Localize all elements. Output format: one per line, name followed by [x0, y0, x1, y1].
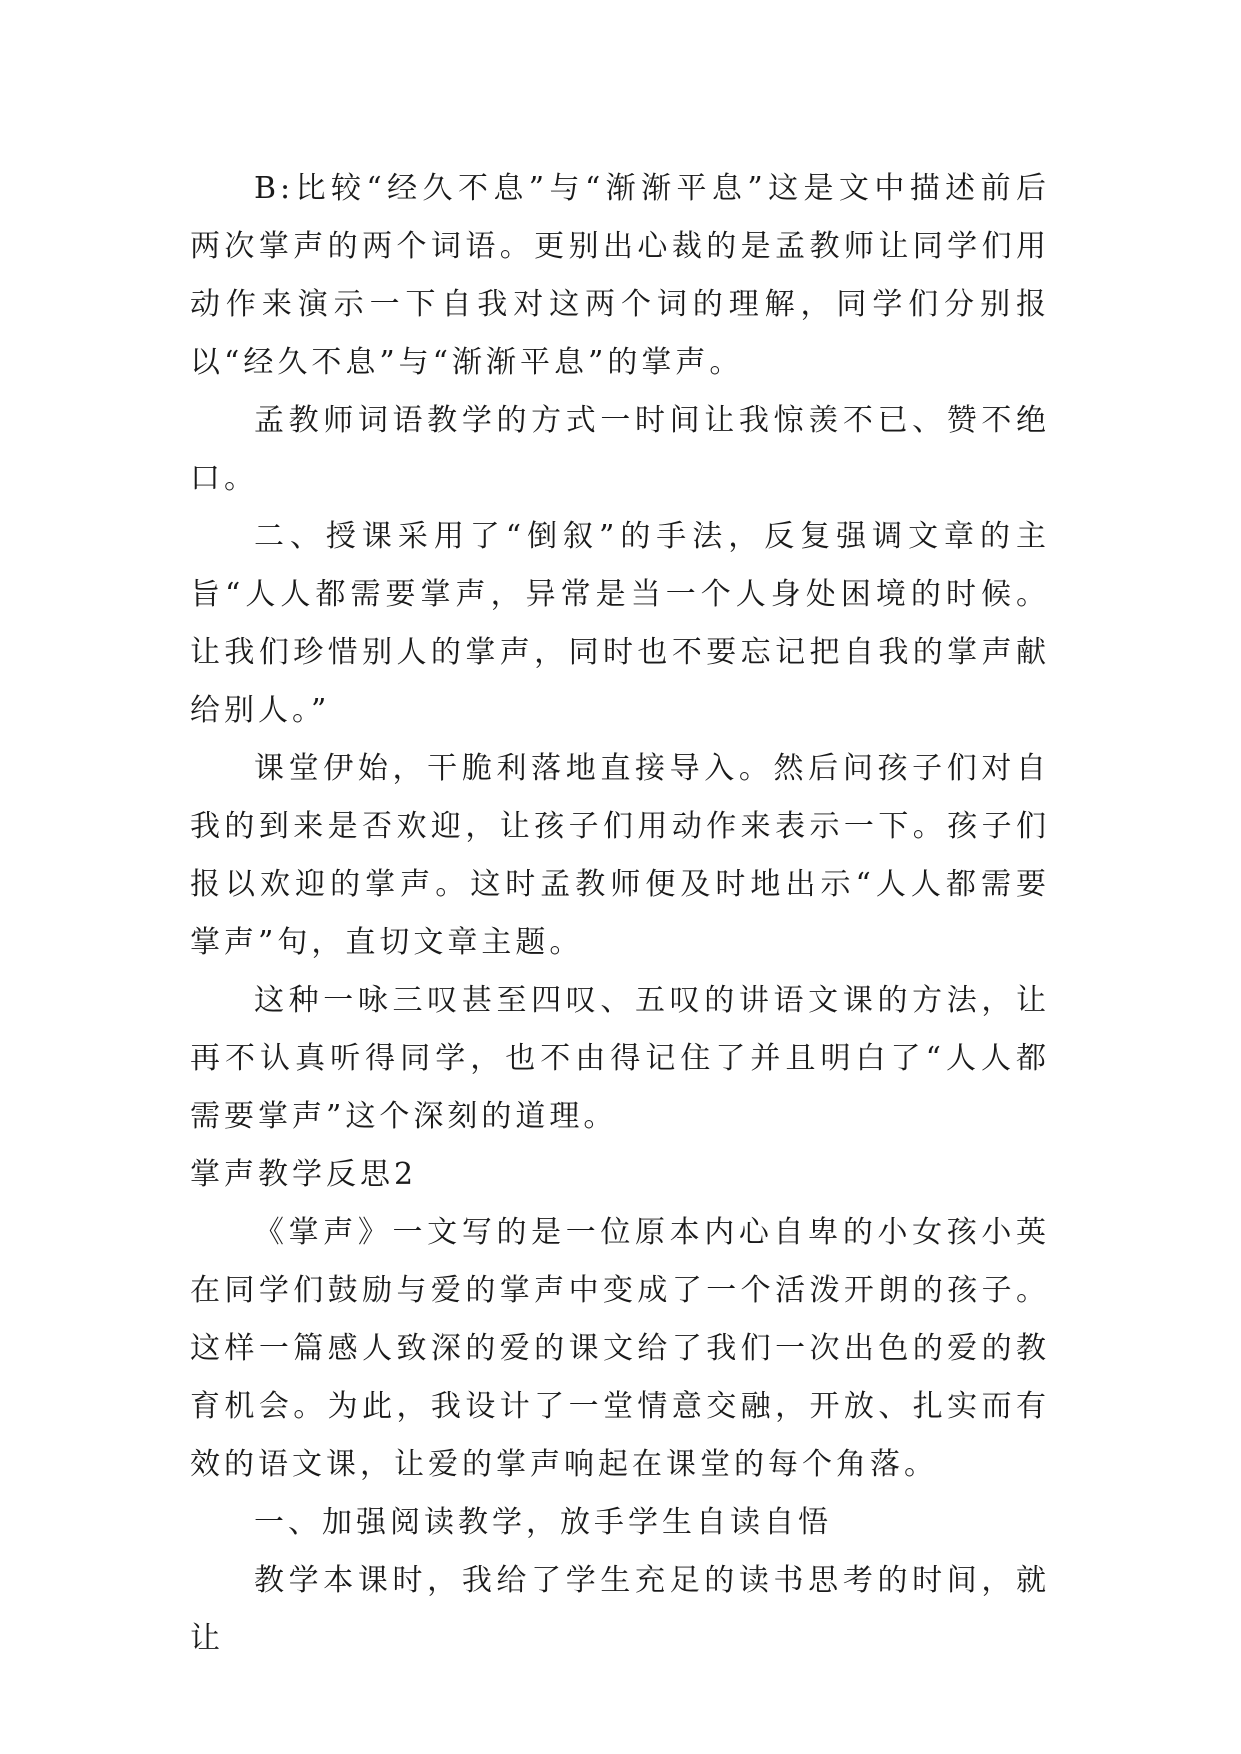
paragraph-teaching-time: 教学本课时，我给了学生充足的读书思考的时间，就让 [190, 1563, 1050, 1656]
paragraph-lesson-summary: 《掌声》一文写的是一位原本内心自卑的小女孩小英在同学们鼓励与爱的掌声中变成了一个活泼开朗的孩子。这样一篇感人致深的爱的课文给了我们一次出色的爱的教育机会。为此，我设计了一堂情意交融，开放、扎实而有效的语文课，让爱的掌声响起在课堂的每个角落。 [190, 1215, 1050, 1482]
paragraph-repetition-method: 这种一咏三叹甚至四叹、五叹的讲语文课的方法，让再不认真听得同学，也不由得记住了并且明白了“人人都需要掌声”这个深刻的道理。 [190, 983, 1050, 1134]
paragraph-flashback: 二、授课采用了“倒叙”的手法，反复强调文章的主旨“人人都需要掌声，异常是当一个人身处困境的时候。让我们珍惜别人的掌声，同时也不要忘记把自我的掌声献给别人。” [190, 519, 1050, 728]
paragraph-class-opening: 课堂伊始，干脆利落地直接导入。然后问孩子们对自我的到来是否欢迎，让孩子们用动作来表示一下。孩子们报以欢迎的掌声。这时孟教师便及时地出示“人人都需要掌声”句，直切文章主题。 [190, 751, 1050, 960]
document-body [190, 160, 1050, 1668]
paragraph-reading-instruction: 一、加强阅读教学，放手学生自读自悟 [254, 1505, 832, 1540]
paragraph-compare-words: B:比较“经久不息”与“渐渐平息”这是文中描述前后两次掌声的两个词语。更别出心裁的是孟教师让同学们用动作来演示一下自我对这两个词的理解，同学们分别报以“经久不息”与“渐渐平息”的掌声。 [190, 171, 1050, 380]
section-heading: 掌声教学反思2 [190, 1157, 418, 1192]
paragraph-teaching-method: 孟教师词语教学的方式一时间让我惊羡不已、赞不绝口。 [190, 403, 1050, 496]
